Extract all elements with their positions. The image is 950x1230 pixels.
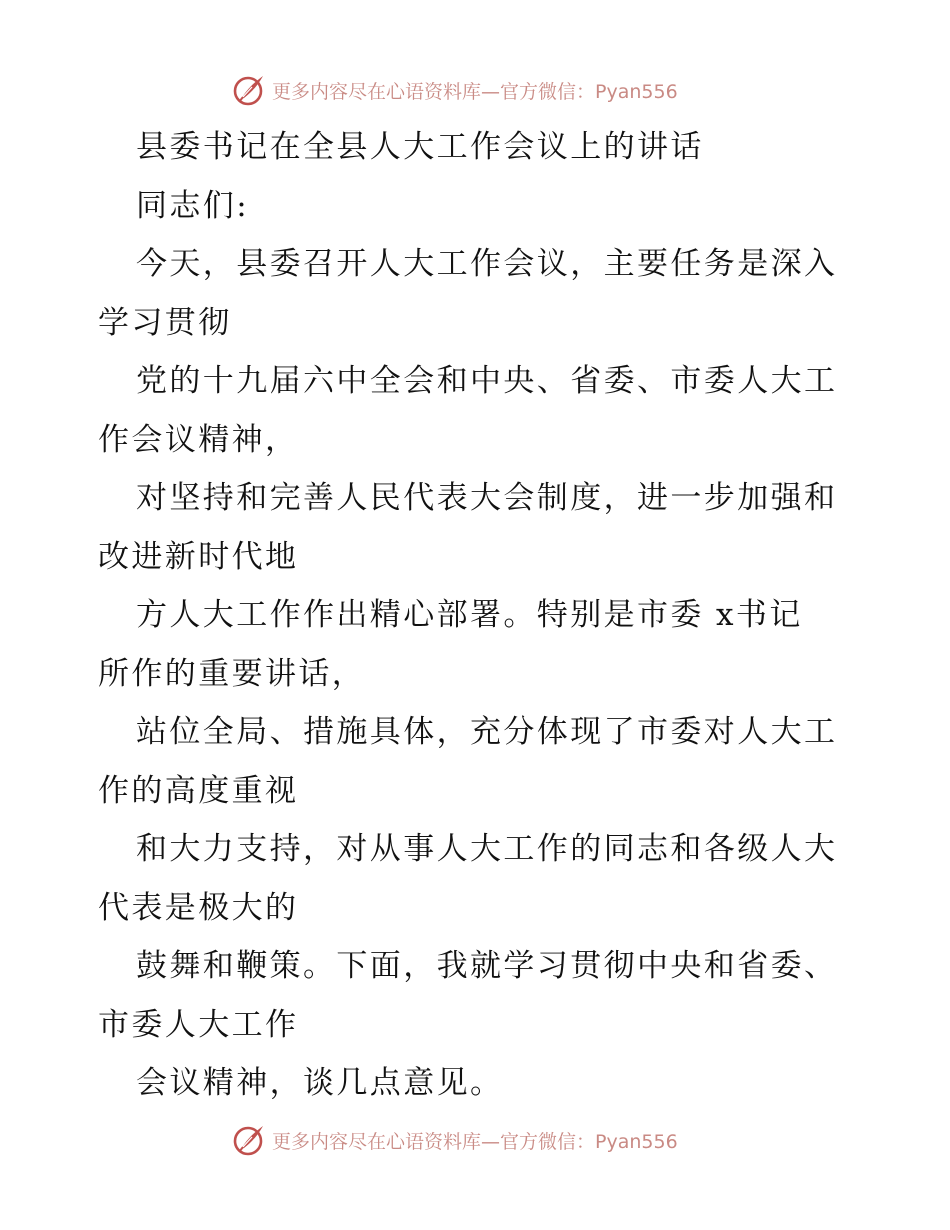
document-title: 县委书记在全县人大工作会议上的讲话 xyxy=(136,129,704,165)
paragraph-line: 作会议精神， xyxy=(98,421,299,458)
watermark-text: 更多内容尽在心语资料库—官方微信：Pyan556 xyxy=(272,80,678,103)
paragraph-line: 和大力支持，对从事人大工作的同志和各级人大 xyxy=(136,831,838,867)
paragraph-line: 学习贯彻 xyxy=(98,304,232,341)
watermark-text: 更多内容尽在心语资料库—官方微信：Pyan556 xyxy=(272,1130,678,1153)
paragraph-line: 对坚持和完善人民代表大会制度，进一步加强和 xyxy=(136,480,838,516)
paragraph-line: 市委人大工作 xyxy=(98,1006,299,1043)
paragraph-line: 作的高度重视 xyxy=(98,772,299,809)
paragraph-line: 站位全局、措施具体，充分体现了市委对人大工 xyxy=(136,714,838,750)
document-body xyxy=(98,118,858,1113)
paragraph-line: 改进新时代地 xyxy=(98,538,299,575)
paragraph-line: 方人大工作作出精心部署。特别是市委 x书记 xyxy=(136,597,803,633)
paragraph-line: 党的十九届六中全会和中央、省委、市委人大工 xyxy=(136,363,838,399)
footer-watermark xyxy=(232,1120,678,1160)
paragraph-line: 会议精神，谈几点意见。 xyxy=(136,1065,504,1101)
quill-pen-logo-icon xyxy=(232,1123,266,1157)
quill-pen-logo-icon xyxy=(232,73,266,107)
header-watermark xyxy=(232,70,678,110)
salutation: 同志们: xyxy=(136,187,250,224)
paragraph-line: 今天，县委召开人大工作会议，主要任务是深入 xyxy=(136,246,838,282)
paragraph-line: 鼓舞和鞭策。下面，我就学习贯彻中央和省委、 xyxy=(136,948,838,984)
paragraph-line: 代表是极大的 xyxy=(98,889,299,926)
paragraph-line: 所作的重要讲话， xyxy=(98,655,366,692)
